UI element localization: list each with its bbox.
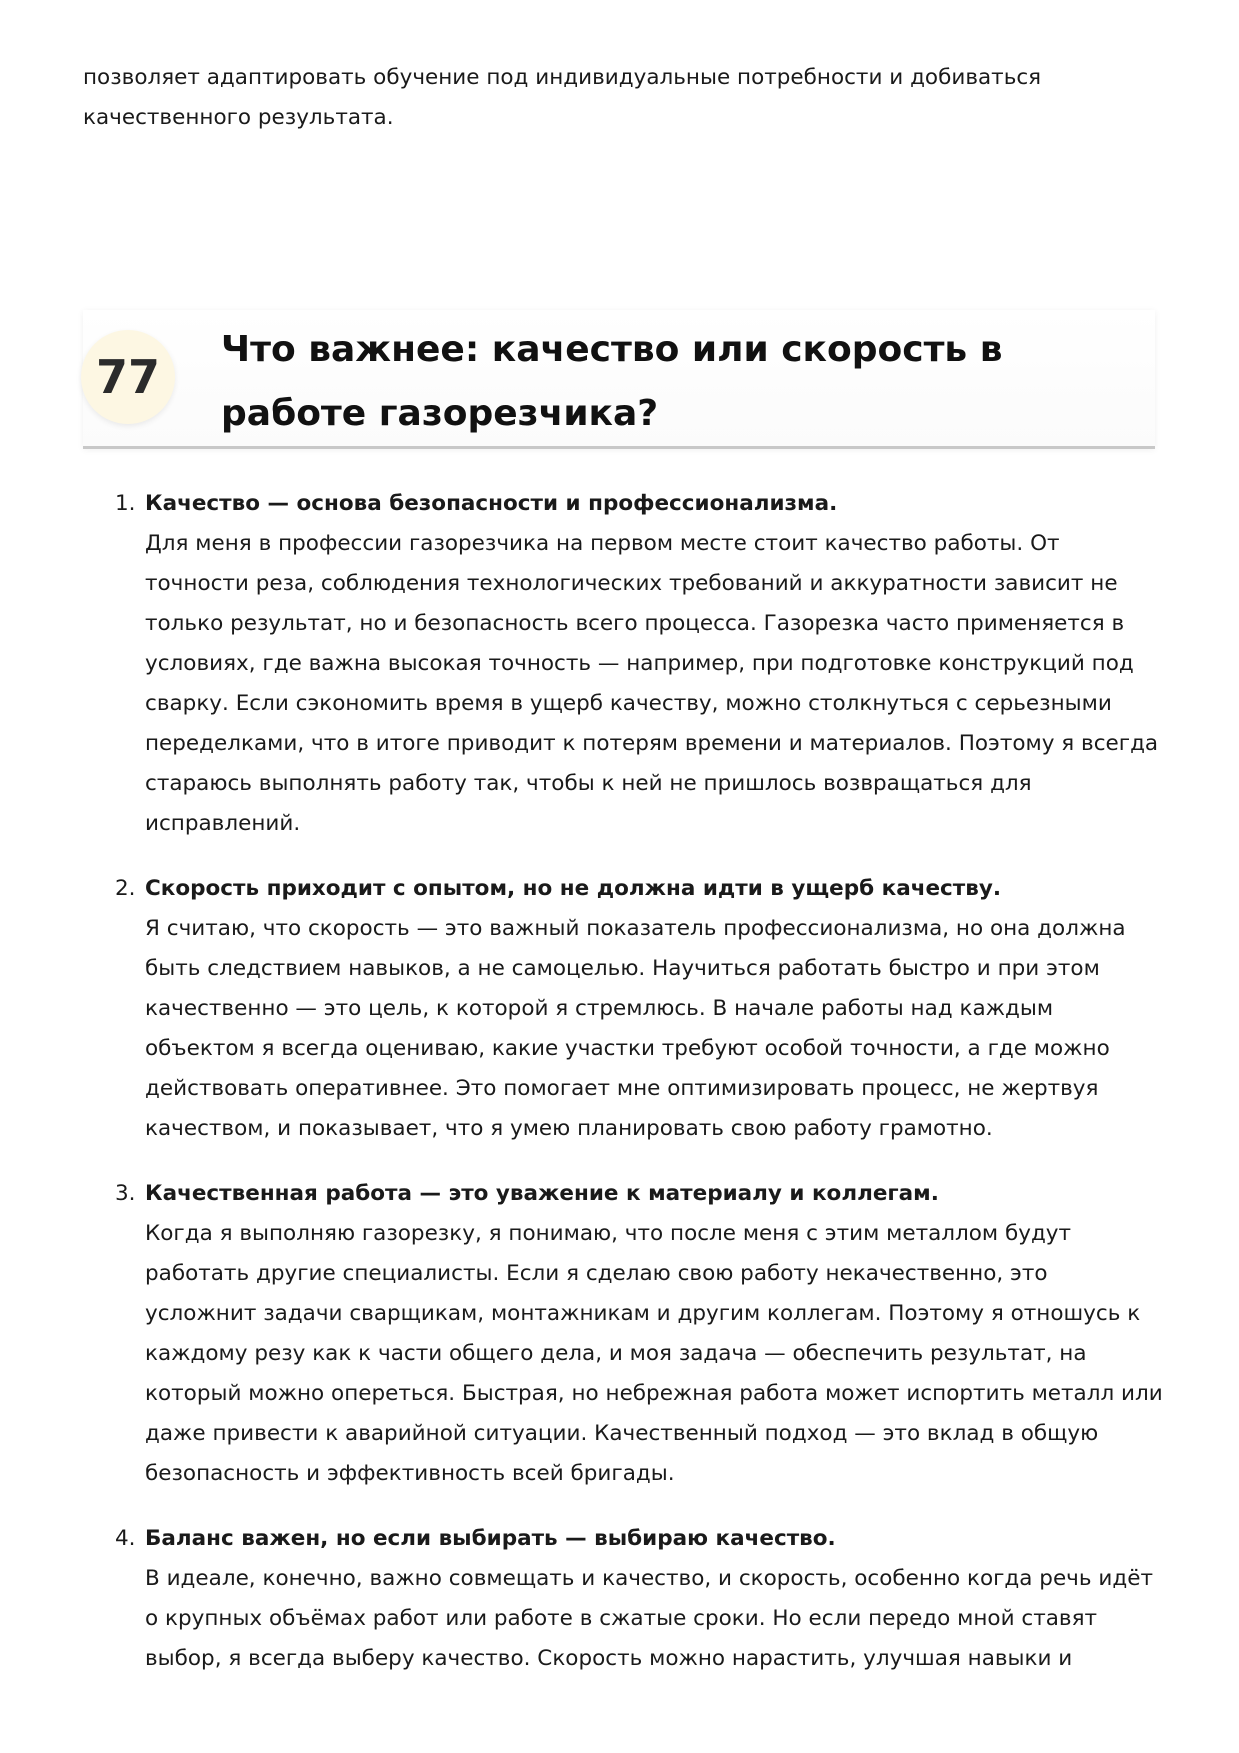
answer-heading: Скорость приходит с опытом, но не должна идти в ущерб качеству.: [145, 876, 1002, 901]
answer-heading: Баланс важен, но если выбирать — выбираю качество.: [145, 1526, 836, 1551]
answer-body: Я считаю, что скорость — это важный показатель профессионализма, но она должна быть следствием навыков, а не самоцелью. Научиться работать быстро и при этом качественно — это цель, к которой я стремлюсь. В начале работы над каждым объектом я всегда оцениваю, какие участки требуют особой точности, а где можно действовать оперативнее. Это помогает мне оптимизировать процесс, не жертвуя качеством, и показывает, что я умею планировать свою работу грамотно.: [145, 916, 1126, 1141]
answer-heading: Качественная работа — это уважение к материалу и коллегам.: [145, 1181, 939, 1206]
question-title: Что важнее: качество или скорость в работе газорезчика?: [221, 329, 1003, 434]
question-number-badge: 77: [81, 330, 175, 424]
answer-body: Для меня в профессии газорезчика на первом месте стоит качество работы. От точности реза, соблюдения технологических требований и аккуратности зависит не только результат, но и безопасность всего процесса. Газорезка часто применяется в условиях, где важна высокая точность — например, при подготовке конструкций под сварку. Если сэкономить время в ущерб качеству, можно столкнуться с серьезными переделками, что в итоге приводит к потерям времени и материалов. Поэтому я всегда стараюсь выполнять работу так, чтобы к ней не пришлось возвращаться для исправлений.: [145, 531, 1159, 836]
question-header: [83, 310, 1155, 449]
answer-item: [83, 1174, 1163, 1494]
answer-number: 1.: [115, 491, 136, 516]
answer-item: [83, 869, 1163, 1149]
answer-item: [83, 484, 1163, 844]
answer-heading: Качество — основа безопасности и профессионализма.: [145, 491, 838, 516]
answer-number: 4.: [115, 1526, 136, 1551]
answer-body: В идеале, конечно, важно совмещать и качество, и скорость, особенно когда речь идёт о крупных объёмах работ или работе в сжатые сроки. Но если передо мной ставят выбор, я всегда выберу качество. Скорость можно нарастить, улучшая навыки и: [145, 1566, 1153, 1671]
answer-body: Когда я выполняю газорезку, я понимаю, что после меня с этим металлом будут работать другие специалисты. Если я сделаю свою работу некачественно, это усложнит задачи сварщикам, монтажникам и другим коллегам. Поэтому я отношусь к каждому резу как к части общего дела, и моя задача — обеспечить результат, на который можно опереться. Быстрая, но небрежная работа может испортить металл или даже привести к аварийной ситуации. Качественный подход — это вклад в общую безопасность и эффективность всей бригады.: [145, 1221, 1163, 1486]
intro-paragraph: позволяет адаптировать обучение под индивидуальные потребности и добиваться качественного результата.: [83, 65, 1042, 130]
answer-item: [83, 1519, 1163, 1679]
answer-number: 2.: [115, 876, 136, 901]
answer-number: 3.: [115, 1181, 136, 1206]
answer-list: [83, 484, 1163, 1704]
